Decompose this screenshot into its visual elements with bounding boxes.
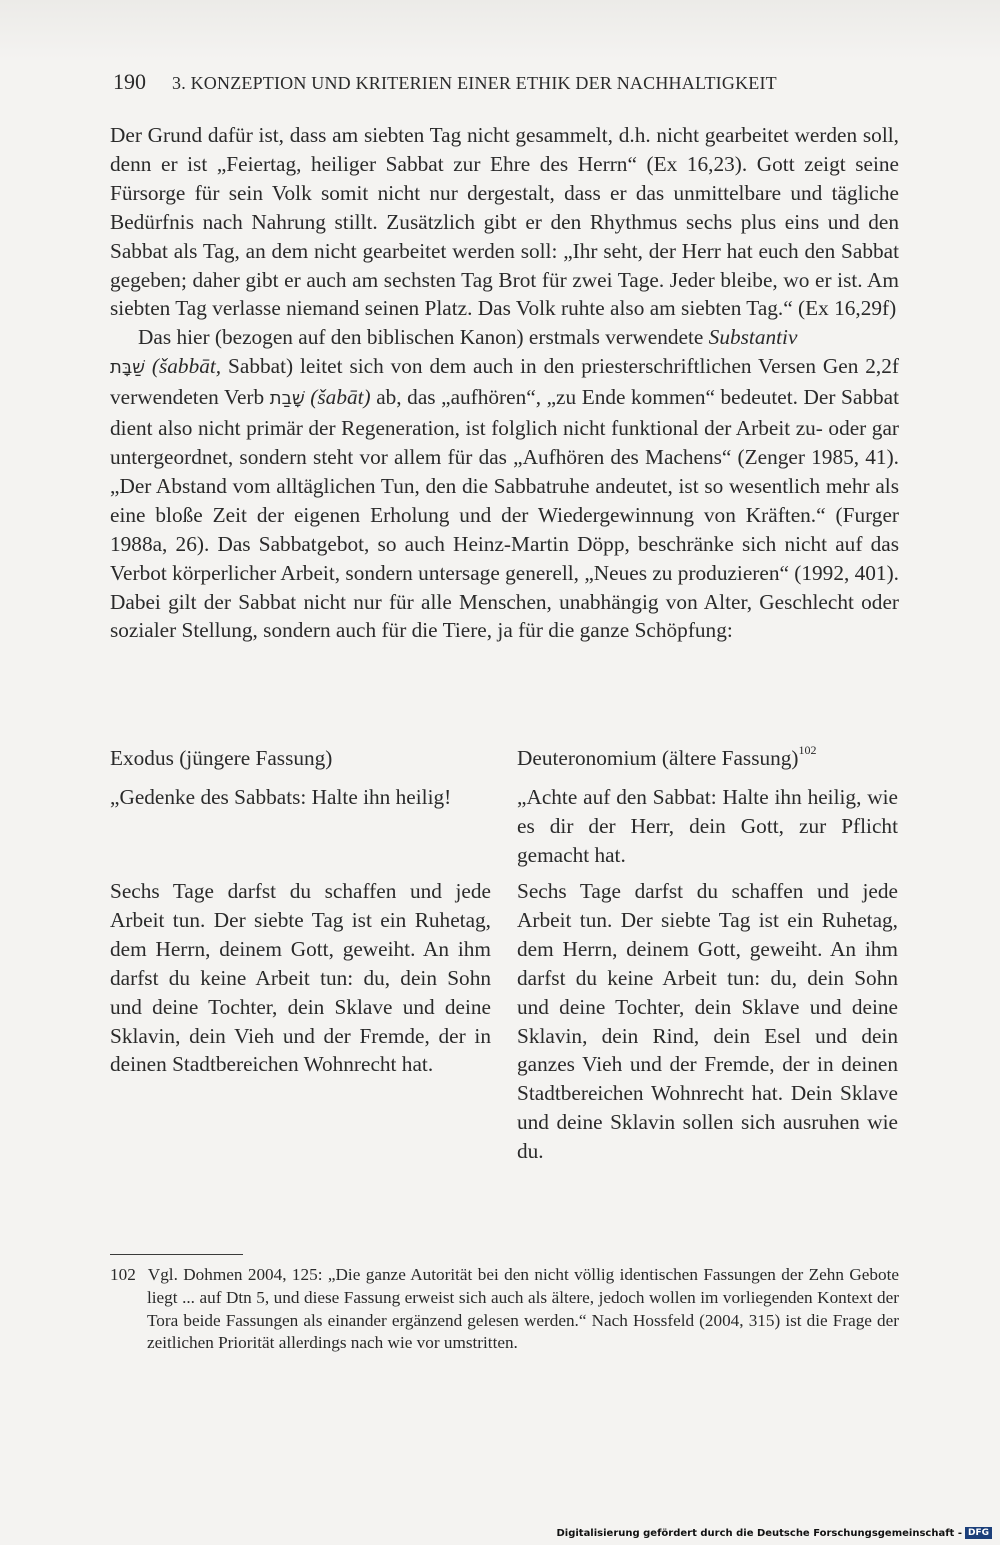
paragraph-1: Der Grund dafür ist, dass am siebten Tag nicht gesammelt, d.h. nicht gearbeitet werden soll, denn er ist „Feiertag, heiliger Sabbat zur Ehre des Herrn“ (Ex 16,23). Gott zeigt seine Fürsorge für sein Volk somit nicht nur dergestalt, dass er das unmittelbare und tägliche Bedürfnis nach Nahrung stillt. Zusätzlich gibt er den Rhythmus sechs plus eins und den Sabbat als Tag, an dem nicht gearbeitet werden soll: „Ihr seht, der Herr hat euch den Sabbat gegeben; daher gibt er auch am sechsten Tag Brot für zwei Tage. Jeder bleibe, wo er ist. Am siebten Tag verlasse niemand seinen Platz. Das Volk ruhte also am siebten Tag.“ (Ex 16,29f) xyxy=(110,123,899,321)
main-text xyxy=(110,121,899,645)
footnote-102 xyxy=(110,1264,899,1355)
dfg-logo: DFG xyxy=(965,1527,992,1539)
running-title: 3. KONZEPTION UND KRITERIEN EINER ETHIK DER NACHHALTIGKEIT xyxy=(172,73,777,93)
column-deuteronomium xyxy=(517,743,898,1164)
paragraph-2-part-b: Sabbat) leitet sich von dem auch in den priesterschriftlichen Versen Gen 2,2f verwendeten Verb xyxy=(110,354,899,410)
page-number: 190 xyxy=(113,69,146,94)
footnote-rule xyxy=(110,1254,243,1255)
paragraph-2-part-c: ab, das „aufhören“, „zu Ende kommen“ bedeutet. Der Sabbat dient also nicht primär der Regeneration, ist folglich nicht funktional der Arbeit zu- oder gar untergeordnet, sondern steht vor allem für das „Aufhören des Machens“ (Zenger 1985, 41). „Der Abstand vom alltäglichen Tun, den die Sabbatruhe andeutet, ist so wesentlich mehr als eine bloße Zeit der eigenen Erholung und der Wiedergewinnung von Kräften.“ (Furger 1988a, 26). Das Sabbatgebot, so auch Heinz-Martin Döpp, beschränke sich nicht auf das Verbot körperlicher Arbeit, sondern untersage generell, „Neues zu produzieren“ (1992, 401). Dabei gilt der Sabbat nicht nur für alle Menschen, unabhängig von Alter, Geschlecht oder sozialer Stellung, sondern auch für die Tiere, ja für die ganze Schöpfung: xyxy=(110,385,899,643)
paragraph-2-part-a: Das hier (bezogen auf den biblischen Kanon) erstmals verwendete xyxy=(138,325,709,350)
column-exodus xyxy=(110,744,491,1077)
exodus-verse-1: „Gedenke des Sabbats: Halte ihn heilig! xyxy=(110,785,452,809)
exodus-verse-2: Sechs Tage darfst du schaffen und jede Arbeit tun. Der siebte Tag ist ein Ruhetag, dem Herrn, deinem Gott, geweiht. An ihm darfst du keine Arbeit tun: du, dein Sohn und deine Tochter, dein Sklave und deine Sklavin, dein Vieh und der Fremde, der in deinen Stadtbereichen Wohnrecht hat. xyxy=(110,879,491,1077)
hebrew-term-shabbat: שַׁבָּת xyxy=(110,357,145,379)
footnote-body xyxy=(110,1264,899,1355)
heading-text: Deuteronomium (ältere Fassung) xyxy=(517,746,799,770)
deuteronomium-verse-1: „Achte auf den Sabbat: Halte ihn heilig, wie es dir der Herr, dein Gott, zur Pflicht gemacht hat. xyxy=(517,785,898,867)
running-header xyxy=(113,68,913,97)
deuteronomium-verse-2: Sechs Tage darfst du schaffen und jede Arbeit tun. Der siebte Tag ist ein Ruhetag, dem Herrn, deinem Gott, geweiht. An ihm darfst du keine Arbeit tun: du, dein Sohn und deine Tochter, dein Sklave und deine Sklavin, dein Rind, dein Esel und dein ganzes Vieh und der Fremde, der in deinen Stadtbereichen Wohnrecht hat. Dein Sklave und deine Sklavin sollen sich ausruhen wie du. xyxy=(517,879,898,1164)
transliteration-shabat: (šabāt) xyxy=(310,385,371,410)
credit-text: Digitalisierung gefördert durch die Deutsche Forschungsgemeinschaft - xyxy=(556,1527,962,1539)
column-heading-exodus: Exodus (jüngere Fassung) xyxy=(110,746,333,770)
footnote-number: 102 xyxy=(110,1265,136,1284)
substantiv-term: Substantiv xyxy=(708,325,798,350)
scan-shade xyxy=(0,0,1000,60)
paragraph-2 xyxy=(110,323,899,645)
footnote-text: Vgl. Dohmen 2004, 125: „Die ganze Autorität bei den nicht völlig identischen Fassungen der Zehn Gebote liegt ... auf Dtn 5, und diese Fassung erweist sich auch als ältere, jedoch wollen im vorliegenden Kontext der Tora beide Fassungen als einander ergänzend gelesen werden.“ Nach Hossfeld (2004, 315) ist die Frage der zeitlichen Priorität allerdings nach wie vor umstritten. xyxy=(147,1265,899,1353)
digitization-credit xyxy=(556,1527,992,1539)
footnote-ref-102: 102 xyxy=(798,743,817,757)
hebrew-term-shabat: שָׁבַת xyxy=(269,388,305,410)
transliteration-shabbat: (šabbāt, xyxy=(151,354,222,379)
column-heading-deuteronomium xyxy=(517,744,898,773)
